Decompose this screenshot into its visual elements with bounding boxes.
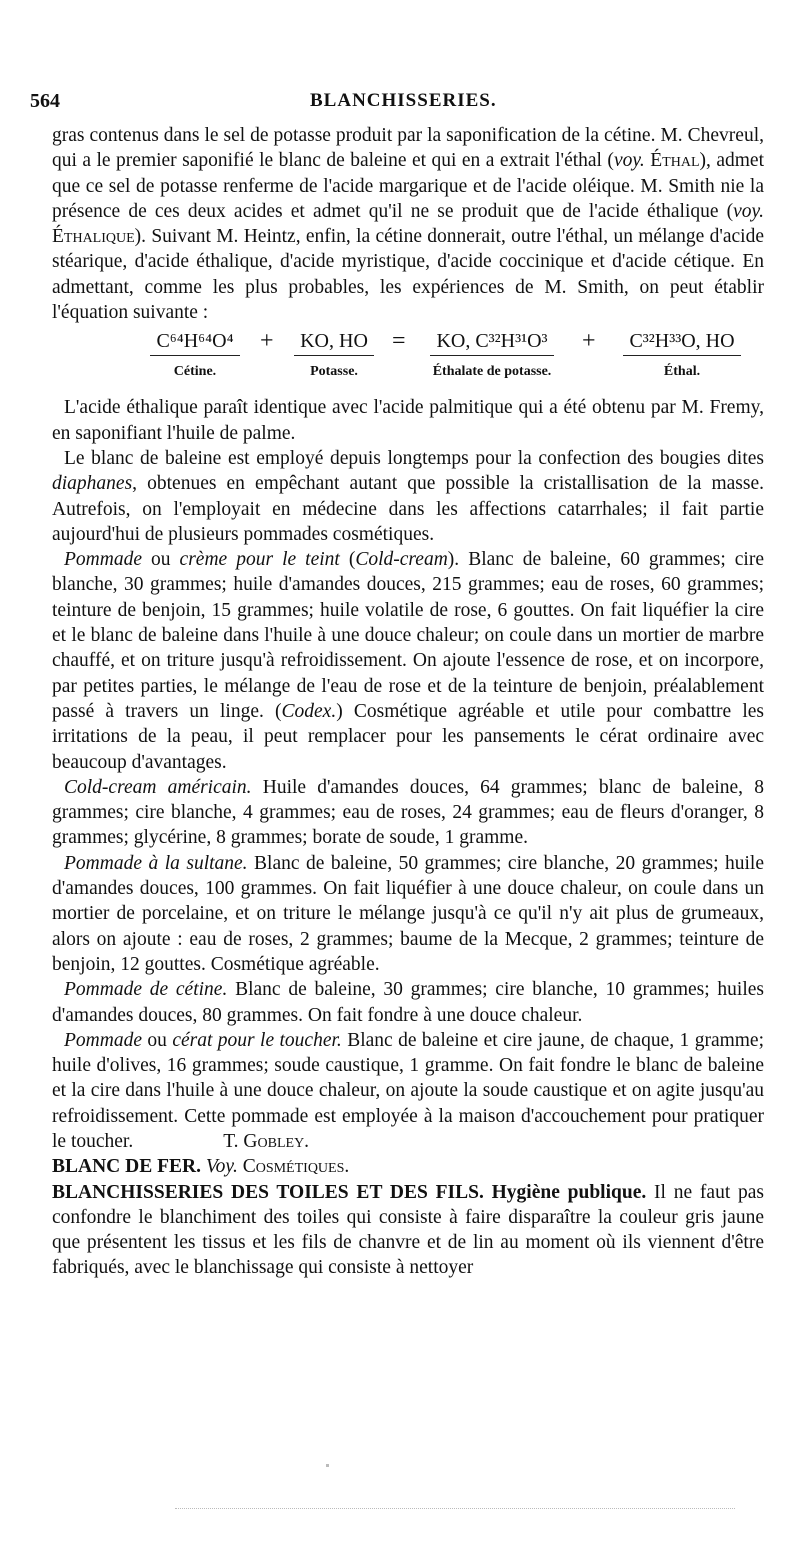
recipe-title: cérat pour le toucher. xyxy=(172,1029,342,1051)
entry-heading: BLANC DE FER. xyxy=(52,1156,201,1178)
text-run: Blanc de baleine et cire jaune, de chaque, 1 gramme; huile d'olives, 16 grammes; soude caustique, 1 gramme. On fait fondre le blanc de baleine et la cire dans l'huile à une douce chaleur, on ajoute la soude caustique et on agite jusqu'au refroidissement. Cette pommade est employée à la maison d'accouchement pour pratiquer le toucher. xyxy=(52,1029,765,1152)
formula: KO, C³²H³¹O³ xyxy=(430,329,553,355)
text-run: gras contenus dans le sel de potasse produit par la saponification de la cétine. M. Chevreul, qui a le premier saponifié le blanc de baleine et qui en a extrait l'éthal ( xyxy=(52,125,764,172)
paragraph-cetine-saponification xyxy=(52,123,764,325)
entry-blanc-de-fer xyxy=(52,1154,764,1179)
formula-label: Potasse. xyxy=(310,363,358,379)
page-header xyxy=(30,90,770,120)
recipe-title: Pommade de cétine. xyxy=(64,979,228,1001)
running-head: BLANCHISSERIES. xyxy=(310,90,497,111)
voy-ref: voy. xyxy=(733,200,764,222)
recipe-title: Cold-cream américain. xyxy=(64,776,252,798)
equation-term-ethalate xyxy=(412,329,572,384)
text-run: , obtenues en empêchant autant que possible la cristallisation de la masse. Autrefois, on l'employait en médecine dans les affections catarrhales; il fait partie aujourd'hui de plusieurs pommades cosmétiques. xyxy=(52,473,764,545)
citation: Codex. xyxy=(281,700,337,722)
formula-label: Éthal. xyxy=(663,363,701,379)
text-run: ou xyxy=(141,1029,173,1051)
formula: C³²H³³O, HO xyxy=(623,329,740,355)
equals-sign: = xyxy=(392,328,406,355)
cross-reference: Éthal xyxy=(650,150,700,172)
voy-ref: Voy. xyxy=(205,1156,238,1178)
cross-reference: Éthalique xyxy=(52,226,135,248)
paragraph-blanc-baleine-usage xyxy=(52,446,764,547)
recipe-title: crème pour le teint xyxy=(179,549,340,571)
text-run: Blanc de baleine, 30 grammes; cire blanche, 10 grammes; huiles d'amandes douces, 80 grammes. On fait fondre à une douce chaleur. xyxy=(52,979,765,1026)
plus-sign: + xyxy=(582,328,596,355)
chemical-equation xyxy=(52,329,764,391)
entry-subheading: Hygiène publique. xyxy=(491,1181,647,1203)
cross-reference: Cosmétiques. xyxy=(242,1156,350,1178)
formula-label: Cétine. xyxy=(173,363,217,379)
paragraph-pommade-sultane xyxy=(52,851,764,977)
text-run: ), admet que ce sel de potasse renferme de l'acide margarique et de l'acide oléique. M. Smith nie la présence de ces deux acides et admet qu'il ne se produit que de l'acide éthalique ( xyxy=(52,150,764,222)
formula: C⁶⁴H⁶⁴O⁴ xyxy=(150,329,239,355)
page-body xyxy=(52,123,764,1281)
text-run: Huile d'amandes douces, 64 grammes; blanc de baleine, 8 grammes; cire blanche, 4 grammes; eau de roses, 24 grammes; eau de fleurs d'oranger, 8 grammes; glycérine, 8 grammes; borate de soude, 1 gramme. xyxy=(52,776,764,849)
equation-term-potasse xyxy=(284,329,384,384)
paragraph-cerat-toucher xyxy=(52,1028,764,1154)
text-run: ou xyxy=(141,549,180,571)
equation-term-ethal xyxy=(607,329,757,384)
voy-ref: voy. xyxy=(613,150,645,172)
paragraph-acide-ethalique xyxy=(52,395,764,446)
equation-term-cetine xyxy=(140,329,250,384)
author-signature: T. Gobley. xyxy=(223,1130,310,1152)
text-run: L'acide éthalique paraît identique avec l'acide palmitique qui a été obtenu par M. Fremy, en saponifiant l'huile de palme. xyxy=(52,397,764,444)
formula-label: Éthalate de potasse. xyxy=(432,363,552,379)
plus-sign: + xyxy=(260,328,274,355)
text-run: ). Blanc de baleine, 60 grammes; cire blanche, 30 grammes; huile d'amandes douces, 215 grammes; eau de roses, 60 grammes; teinture de benjoin, 15 grammes; huile volatile de rose, 6 gouttes. On fait liquéfier la cire et le blanc de baleine dans l'huile à une douce chaleur; on coule dans un mortier de marbre chauffé, et on triture jusqu'à refroidissement. On ajoute l'essence de rose, et on incorpore, par petites parties, le mélange de l'eau de rose et de la teinture de benjoin, préalablement passé à travers un linge. ( xyxy=(52,549,764,722)
entry-blanchisseries-toiles xyxy=(52,1180,764,1281)
recipe-title: Pommade xyxy=(64,549,142,571)
paragraph-cold-cream-americain xyxy=(52,775,764,851)
recipe-title: Pommade à la sultane. xyxy=(64,852,248,874)
recipe-title: Pommade xyxy=(64,1029,142,1051)
emphasis: diaphanes xyxy=(52,473,133,495)
formula: KO, HO xyxy=(294,329,374,355)
text-run: ). Suivant M. Heintz, enfin, la cétine donnerait, outre l'éthal, un mélange d'acide stéarique, d'acide éthalique, d'acide myristique, d'acide coccinique et d'acide cétique. En admettant, comme les plus probables, les expériences de M. Smith, on peut établir l'équation suivante : xyxy=(52,226,764,324)
bottom-dotted-rule xyxy=(175,1508,735,1509)
text-run: ( xyxy=(339,549,356,571)
paragraph-pommade-cetine xyxy=(52,977,764,1028)
text-run: Il ne faut pas confondre le blanchiment des toiles qui consiste à faire disparaître la couleur gris jaune que présentent les tissus et les fils de chanvre et de lin au moment où ils viennent d'être fabriqués, avec le blanchissage qui consiste à nettoyer xyxy=(52,1181,765,1279)
page-number: 564 xyxy=(30,90,60,112)
paragraph-pommade-teint xyxy=(52,547,764,775)
recipe-title: Cold-cream xyxy=(355,549,448,571)
text-run: Le blanc de baleine est employé depuis longtemps pour la confection des bougies dites xyxy=(64,447,764,469)
text-run: ) Cosmétique agréable et utile pour combattre les irritations de la peau, il peut remplacer pour les pansements le cérat ordinaire avec beaucoup d'avantages. xyxy=(52,700,764,773)
scan-speck xyxy=(326,1464,329,1467)
entry-heading: BLANCHISSERIES DES TOILES ET DES FILS. xyxy=(52,1181,484,1203)
text-run: Blanc de baleine, 50 grammes; cire blanche, 20 grammes; huile d'amandes douces, 100 grammes. On fait liquéfier à une douce chaleur, on coule dans un mortier de porcelaine, et on triture le mélange jusqu'à ce qu'il n'y ait plus de grumeaux, alors on ajoute : eau de roses, 2 grammes; baume de la Mecque, 2 grammes; teinture de benjoin, 12 gouttes. Cosmétique agréable. xyxy=(52,852,764,975)
